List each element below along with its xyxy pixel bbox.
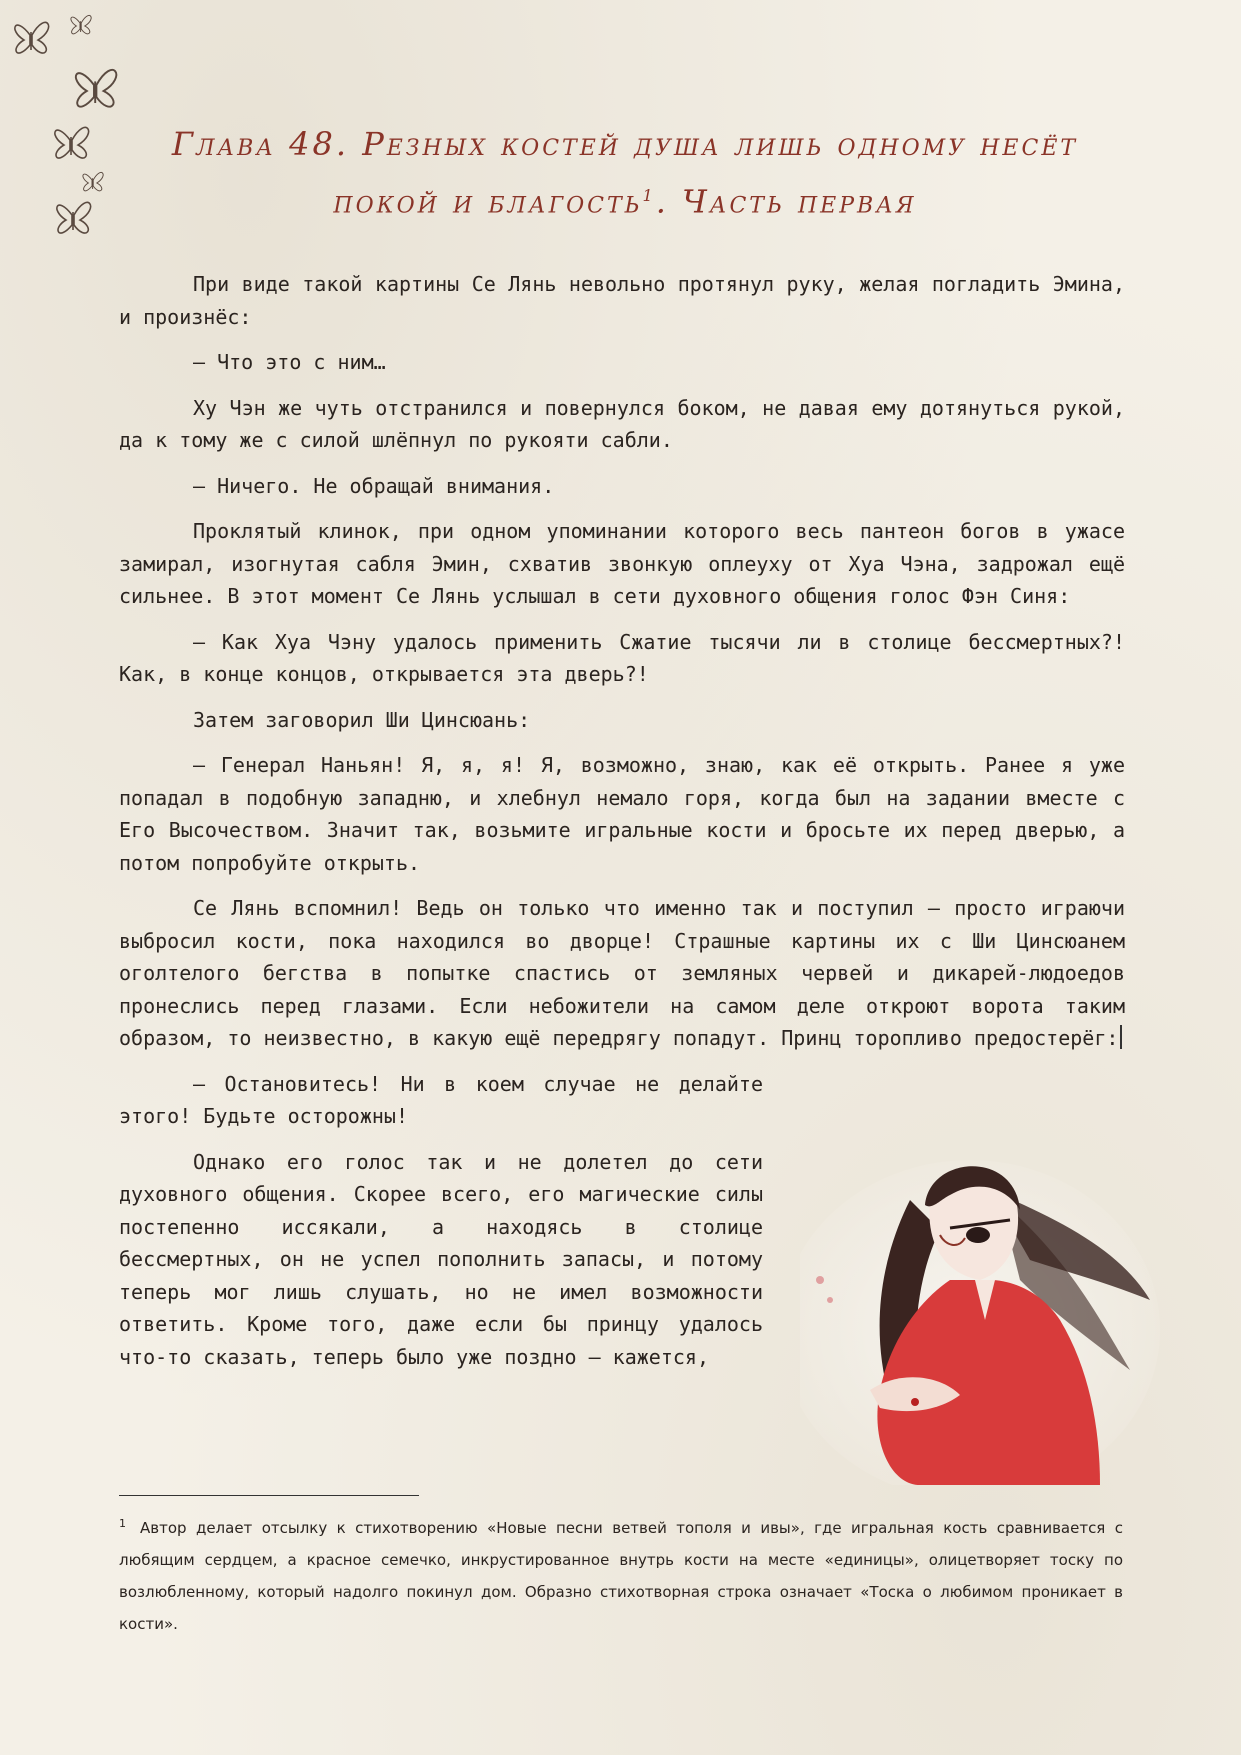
paragraph: — Что это с ним… — [193, 350, 386, 374]
paragraph: Ху Чэн же чуть отстранился и повернулся боком, не давая ему дотянуться рукой, да к тому же с силой шлёпнул по рукояти сабли. — [119, 395, 1125, 452]
chapter-title — [140, 118, 1110, 228]
paragraph: Однако его голос так и не долетел до сети духовного общения. Скорее всего, его магические силы постепенно иссякали, а находясь в столице бессмертных, он не успел пополнить запасы, и потому теперь мог лишь слушать, но не имел возможности ответить. Кроме того, даже если бы принцу удалось что-то сказать, теперь было уже поздно — кажется, — [119, 1149, 763, 1369]
paragraph: — Остановитесь! Ни в коем случае не делайте этого! Будьте осторожны! — [119, 1071, 763, 1128]
paragraph: При виде такой картины Се Лянь невольно протянул руку, желая погладить Эмина, и произнёс: — [119, 272, 1125, 329]
chapter-title-line1: Глава 48. Резных костей душа лишь одному несёт — [171, 125, 1079, 163]
text-cursor — [1120, 1025, 1122, 1049]
paragraph: Затем заговорил Ши Цинсюань: — [193, 707, 531, 732]
butterflies-icon — [0, 0, 150, 260]
footnote-text: Автор делает отсылку к стихотворению «Новые песни ветвей тополя и ивы», где игральная кость сравнивается с любящим сердцем, а красное семечко, инкрустированное внутрь кости на месте «единицы», олицетворяет тоску по возлюбленному, который надолго покинул дом. Образно стихотворная строка означает «Тоска о любимом проникает в кости». — [119, 1519, 1123, 1633]
paragraph-with-cursor[interactable]: Се Лянь вспомнил! Ведь он только что именно так и поступил — просто играючи выбросил кости, пока находился во дворце! Страшные картины их с Ши Цинсюанем оголтелого бегства в попытке спастись от земляных червей и дикарей-людоедов пронеслись перед глазами. Если небожители на самом деле откроют ворота таким образом, то неизвестно, в какую ещё передрягу попадут. Принц торопливо предостерёг: — [119, 896, 1125, 1050]
footnote-number: 1 — [119, 1517, 126, 1530]
footnote — [119, 1508, 1123, 1640]
chapter-title-line2: покой и благость$^1$. Часть первая — [333, 182, 917, 221]
paragraph: Проклятый клинок, при одном упоминании которого весь пантеон богов в ужасе замирал, изогнутая сабля Эмин, схватив звонкую оплеуху от Хуа Чэна, задрожал ещё сильнее. В этот момент Се Лянь услышал в сети духовного общения голос Фэн Синя: — [119, 519, 1125, 608]
paragraph: — Генерал Наньян! Я, я, я! Я, возможно, знаю, как её открыть. Ранее я уже попадал в подобную западню, и хлебнул немало горя, когда был на задании вместе с Его Высочеством. Значит так, возьмите игральные кости и бросьте их перед дверью, а потом попробуйте открыть. — [119, 753, 1125, 875]
character-illustration-icon — [800, 1140, 1160, 1485]
footnote-divider — [119, 1495, 419, 1496]
paragraph: — Ничего. Не обращай внимания. — [193, 473, 555, 498]
paragraph: — Как Хуа Чэну удалось применить Сжатие тысячи ли в столице бессмертных?! Как, в конце концов, открывается эта дверь?! — [119, 629, 1125, 686]
footnote-reference[interactable]: 1 — [642, 186, 656, 205]
